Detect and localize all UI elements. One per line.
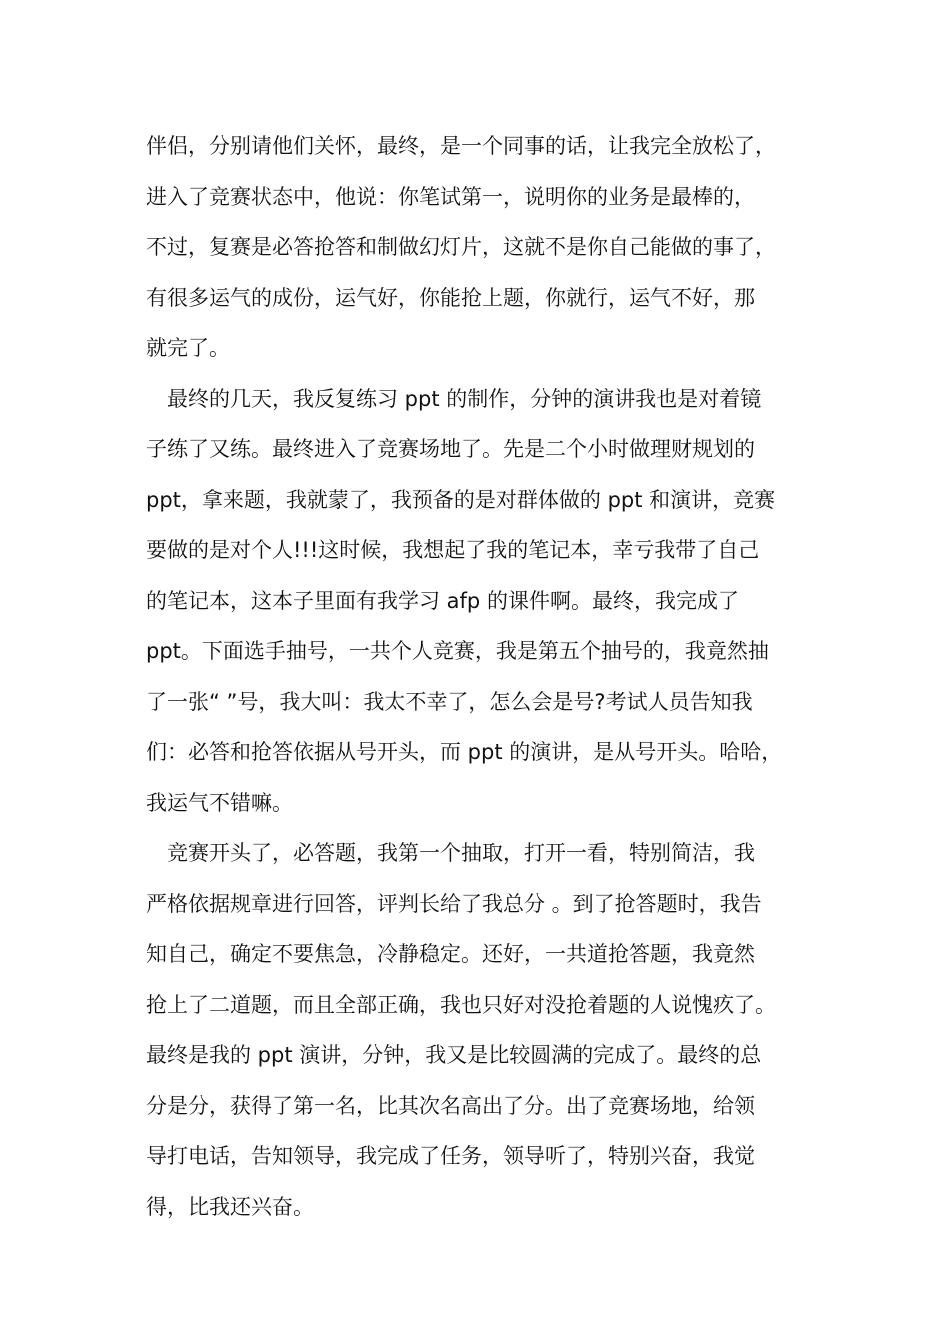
text-line: 分是分，获得了第一名，比其次名高出了分。出了竞赛场地，给领 <box>146 1093 755 1118</box>
text-line: 要做的是对个人!!!这时候，我想起了我的笔记本，幸亏我带了自己 <box>146 538 760 562</box>
text-line: 们：必答和抢答依据从号开头，而 ppt 的演讲，是从号开头。哈哈， <box>146 740 783 764</box>
text-line: 最终是我的 ppt 演讲，分钟，我又是比较圆满的完成了。最终的总 <box>146 1043 762 1067</box>
text-line: 严格依据规章进行回答，评判长给了我总分 。到了抢答题时，我告 <box>146 891 762 916</box>
text-line: 子练了又练。最终进入了竞赛场地了。先是二个小时做理财规划的 <box>146 437 755 461</box>
text-line: 竞赛开头了，必答题，我第一个抽取，打开一看，特别简洁，我 <box>167 841 755 865</box>
text-line: 进入了竞赛状态中，他说：你笔试第一，说明你的业务是最棒的， <box>146 184 755 209</box>
text-line: 得，比我还兴奋。 <box>146 1194 314 1219</box>
text-line: 最终的几天，我反复练习 ppt 的制作，分钟的演讲我也是对着镜 <box>167 386 762 411</box>
text-line: 就完了。 <box>146 336 230 360</box>
text-line: ppt。下面选手抽号，一共个人竞赛，我是第五个抽号的，我竟然抽 <box>146 639 769 663</box>
text-line: 伴侣，分别请他们关怀，最终，是一个同事的话，让我完全放松了， <box>146 134 776 158</box>
text-line: 了一张“ ”号，我大叫：我太不幸了，怎么会是号?考试人员告知我 <box>146 689 753 714</box>
text-line: 不过，复赛是必答抢答和制做幻灯片，这就不是你自己能做的事了， <box>146 235 776 259</box>
text-line: 我运气不错嘛。 <box>146 790 293 815</box>
text-line: 抢上了二道题，而且全部正确，我也只好对没抢着题的人说愧疚了。 <box>146 992 776 1017</box>
text-line: ppt，拿来题，我就蒙了，我预备的是对群体做的 ppt 和演讲，竞赛 <box>146 487 776 512</box>
text-line: 导打电话，告知领导，我完成了任务，领导听了，特别兴奋，我觉 <box>146 1144 755 1168</box>
text-line: 知自己，确定不要焦急，冷静稳定。还好，一共道抢答题，我竟然 <box>146 942 755 966</box>
text-line: 的笔记本，这本子里面有我学习 afp 的课件啊。最终，我完成了 <box>146 588 739 613</box>
text-line: 有很多运气的成份，运气好，你能抢上题，你就行，运气不好，那 <box>146 285 755 310</box>
document-body <box>146 121 826 1232</box>
